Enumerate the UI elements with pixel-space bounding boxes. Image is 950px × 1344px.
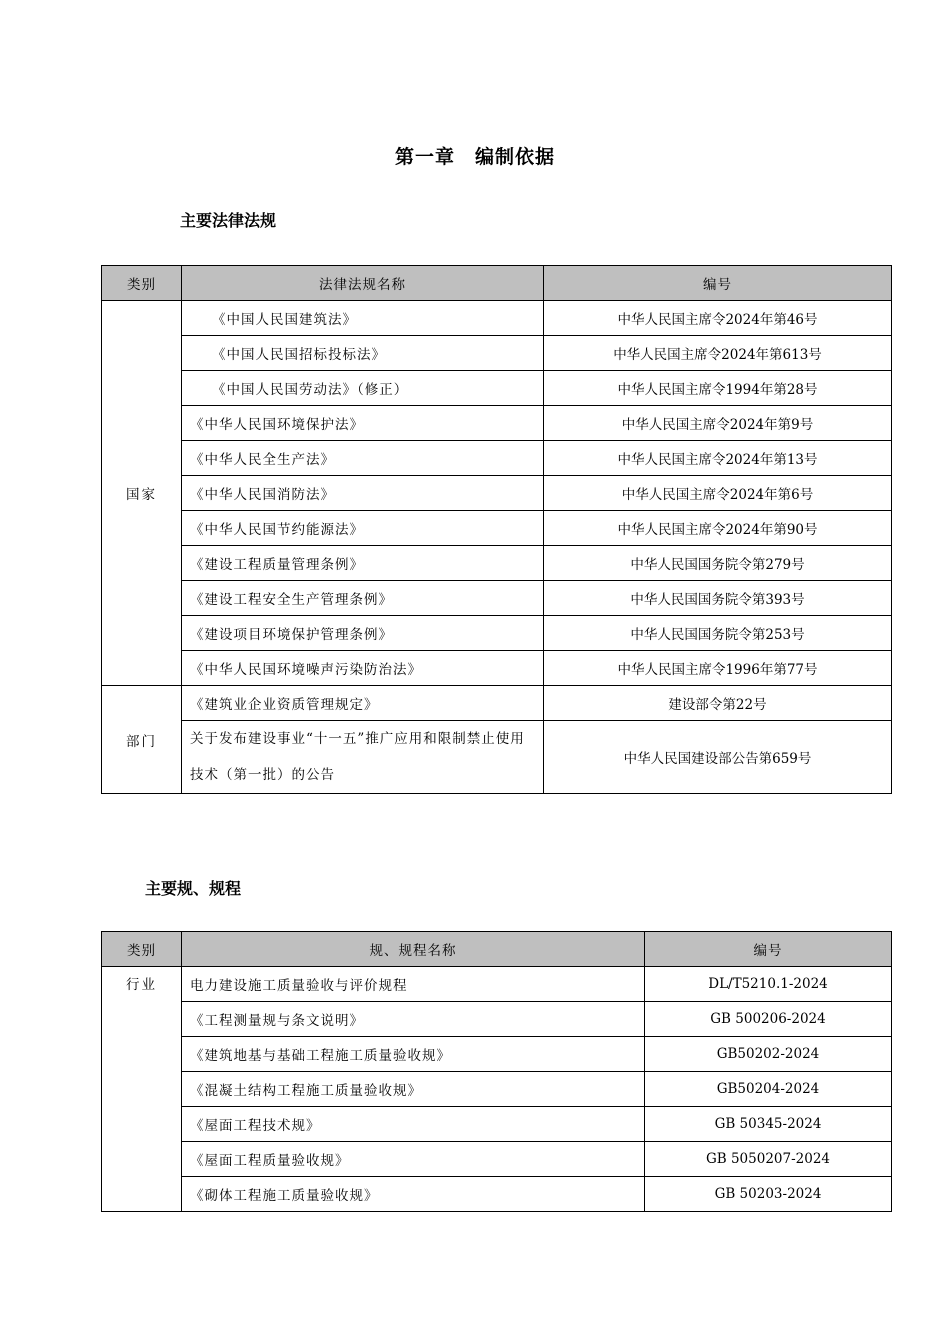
header-name: 法律法规名称 xyxy=(182,266,544,301)
law-code: 中华人民国国务院令第279号 xyxy=(544,546,892,581)
standard-name: 《砌体工程施工质量验收规》 xyxy=(182,1177,645,1212)
law-code: 中华人民国主席令2024年第90号 xyxy=(544,511,892,546)
law-name: 《建设工程安全生产管理条例》 xyxy=(182,581,544,616)
law-code: 中华人民国主席令2024年第46号 xyxy=(544,301,892,336)
law-code: 建设部令第22号 xyxy=(544,686,892,721)
law-name: 《中华人民全生产法》 xyxy=(182,441,544,476)
chapter-title: 第一章 编制依据 xyxy=(394,146,555,168)
law-code: 中华人民国主席令2024年第6号 xyxy=(544,476,892,511)
category-cell-department: 部门 xyxy=(102,686,182,794)
standard-name: 《屋面工程质量验收规》 xyxy=(182,1142,645,1177)
table-row xyxy=(102,616,892,651)
table-row xyxy=(102,406,892,441)
table-row xyxy=(102,336,892,371)
table-header-row xyxy=(102,932,892,967)
law-code: 中华人民国主席令2024年第613号 xyxy=(544,336,892,371)
standards-table xyxy=(101,931,892,1212)
category-cell-national: 国家 xyxy=(102,301,182,686)
standard-name: 《屋面工程技术规》 xyxy=(182,1107,645,1142)
standard-code: GB 50345-2024 xyxy=(645,1107,892,1142)
law-name: 《中国人民国建筑法》 xyxy=(182,301,544,336)
table-row xyxy=(102,546,892,581)
law-name: 《中华人民国消防法》 xyxy=(182,476,544,511)
table-row xyxy=(102,441,892,476)
standard-name: 《混凝土结构工程施工质量验收规》 xyxy=(182,1072,645,1107)
law-code: 中华人民国主席令2024年第9号 xyxy=(544,406,892,441)
table-row xyxy=(102,686,892,721)
section-title-standards: 主要规、规程 xyxy=(145,879,242,898)
table-row xyxy=(102,301,892,336)
table-row xyxy=(102,1037,892,1072)
table-row xyxy=(102,581,892,616)
table-row xyxy=(102,1002,892,1037)
table-row xyxy=(102,1177,892,1212)
table-row xyxy=(102,721,892,794)
law-code: 中华人民国主席令1994年第28号 xyxy=(544,371,892,406)
law-name: 《建设工程质量管理条例》 xyxy=(182,546,544,581)
law-name: 《中国人民国劳动法》（修正） xyxy=(182,371,544,406)
table-row xyxy=(102,511,892,546)
header-code: 编号 xyxy=(544,266,892,301)
header-category: 类别 xyxy=(102,266,182,301)
law-name: 《中华人民国环境保护法》 xyxy=(182,406,544,441)
law-code: 中华人民国国务院令第393号 xyxy=(544,581,892,616)
law-name: 《中华人民国环境噪声污染防治法》 xyxy=(182,651,544,686)
law-name: 《中华人民国节约能源法》 xyxy=(182,511,544,546)
standard-code: GB50204-2024 xyxy=(645,1072,892,1107)
table-row xyxy=(102,1142,892,1177)
header-category: 类别 xyxy=(102,932,182,967)
law-code: 中华人民国国务院令第253号 xyxy=(544,616,892,651)
law-name: 《建设项目环境保护管理条例》 xyxy=(182,616,544,651)
law-name: 《建筑业企业资质管理规定》 xyxy=(182,686,544,721)
table-row xyxy=(102,1107,892,1142)
table-row xyxy=(102,1072,892,1107)
standard-name: 《工程测量规与条文说明》 xyxy=(182,1002,645,1037)
category-cell-industry: 行业 xyxy=(102,967,182,1212)
standard-code: GB 5050207-2024 xyxy=(645,1142,892,1177)
law-name: 《中国人民国招标投标法》 xyxy=(182,336,544,371)
law-name: 关于发布建设事业“十一五”推广应用和限制禁止使用技术（第一批）的公告 xyxy=(182,721,544,794)
standard-code: GB 500206-2024 xyxy=(645,1002,892,1037)
section-title-laws: 主要法律法规 xyxy=(180,211,277,230)
standard-name: 电力建设施工质量验收与评价规程 xyxy=(182,967,645,1002)
table-row xyxy=(102,476,892,511)
laws-table xyxy=(101,265,892,794)
header-name: 规、规程名称 xyxy=(182,932,645,967)
standard-code: DL/T5210.1-2024 xyxy=(645,967,892,1002)
law-code: 中华人民国主席令2024年第13号 xyxy=(544,441,892,476)
standard-code: GB 50203-2024 xyxy=(645,1177,892,1212)
law-code: 中华人民国建设部公告第659号 xyxy=(544,721,892,794)
header-code: 编号 xyxy=(645,932,892,967)
table-row xyxy=(102,371,892,406)
law-code: 中华人民国主席令1996年第77号 xyxy=(544,651,892,686)
table-header-row xyxy=(102,266,892,301)
standard-name: 《建筑地基与基础工程施工质量验收规》 xyxy=(182,1037,645,1072)
table-row xyxy=(102,967,892,1002)
table-row xyxy=(102,651,892,686)
standard-code: GB50202-2024 xyxy=(645,1037,892,1072)
